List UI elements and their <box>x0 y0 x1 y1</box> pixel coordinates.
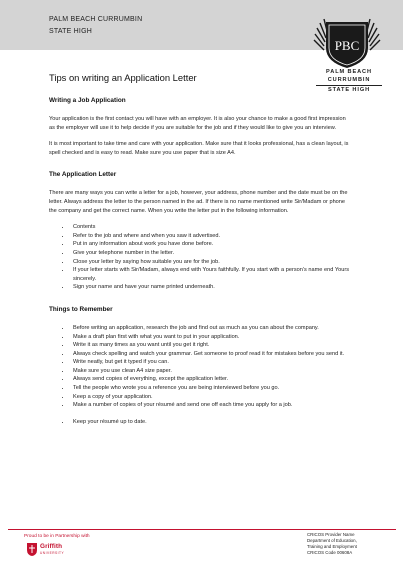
section-heading-job-application: Writing a Job Application <box>49 97 126 104</box>
griffith-crest-icon <box>26 542 38 557</box>
list-item: • Write neatly, but get it typed if you can. <box>71 358 349 367</box>
cricos-info <box>307 532 357 556</box>
paragraph: There are many ways you can write a letter for a job, however, your address, phone number and the date must be on the letter. Always address the letter to the person named in the ad. If there is no name mentioned write Sir/Madam or phone the company and get the correct name. When you write the letter put in the following information. <box>49 190 348 214</box>
griffith-subtitle: UNIVERSITY <box>40 551 65 555</box>
paragraph: It is most important to take time and care with your application. Make sure that it looks professional, has a clean layout, is spell checked and is easy to read. Make sure you use paper that is size A4. <box>49 141 349 156</box>
wing-right-icon <box>366 19 380 50</box>
school-name-line1: PALM BEACH CURRUMBIN <box>49 16 143 23</box>
bullet-list-letter-contents <box>49 223 349 292</box>
list-item: • Contents <box>71 223 349 232</box>
school-name-line2: STATE HIGH <box>49 28 92 35</box>
wing-left-icon <box>314 19 328 50</box>
list-item: • Sign your name and have your name printed underneath. <box>71 283 349 292</box>
list-item: • Put in any information about work you have done before. <box>71 240 349 249</box>
list-item: • If your letter starts with Sir/Madam, always end with Yours faithfully. If you start with a person’s name end Yours sincerely. <box>71 266 349 283</box>
cricos-line2: Department of Education, <box>307 538 357 543</box>
section-heading-application-letter: The Application Letter <box>49 171 117 179</box>
cricos-line4: CRICOS Code 00608A <box>307 550 353 555</box>
school-name <box>49 14 142 38</box>
paragraph: Your application is the first contact you will have with an employer. It is also your chance to make a good first impression as the employer will use it to help decide if you are suitable for the job and if they would like to give you an interview. <box>49 116 346 131</box>
list-item: • Make sure you use clean A4 size paper. <box>71 367 349 376</box>
document-title: Tips on writing an Application Letter <box>49 72 197 83</box>
list-item: • Keep your résumé up to date. <box>71 418 349 427</box>
list-item: • Make a draft plan first with what you want to put in your application. <box>71 333 349 342</box>
griffith-wordmark: Griffith <box>40 543 63 550</box>
logo-line1: PALM BEACH <box>326 69 372 75</box>
footer-divider <box>8 529 396 530</box>
list-item: • Tell the people who wrote you a reference you are being interviewed before you go. <box>71 384 349 393</box>
list-item: • Before writing an application, research the job and find out as much as you can about the company. <box>71 324 349 333</box>
list-item: • Keep a copy of your application. <box>71 393 349 402</box>
logo-initials: PBC <box>334 38 360 53</box>
griffith-logo <box>26 542 76 558</box>
list-item: • Write it as many times as you want until you get it right. <box>71 341 349 350</box>
list-item: • Close your letter by saying how suitable you are for the job. <box>71 258 349 267</box>
list-item: • Refer to the job and where and when you saw it advertised. <box>71 232 349 241</box>
document-body <box>49 72 349 426</box>
logo-line3: STATE HIGH <box>316 85 382 94</box>
list-item: • Always check spelling and watch your grammar. Get someone to proof read it for mistakes before you send it. <box>71 350 349 359</box>
cricos-line3: Training and Employment <box>307 544 357 549</box>
list-item: • Make a number of copies of your résumé and send one off each time you apply for a job. <box>71 401 349 410</box>
bullet-list-final <box>49 418 349 427</box>
list-item: • Always send copies of everything, except the application letter. <box>71 375 349 384</box>
cricos-line1: CRICOS Provider Name <box>307 532 355 537</box>
partnership-text: Proud to be in Partnership with <box>24 534 90 539</box>
list-item: • Give your telephone number in the letter. <box>71 249 349 258</box>
bullet-list-things-to-remember <box>49 324 349 410</box>
logo-line2: CURRUMBIN <box>327 77 371 83</box>
section-heading-things-to-remember: Things to Remember <box>49 305 113 313</box>
